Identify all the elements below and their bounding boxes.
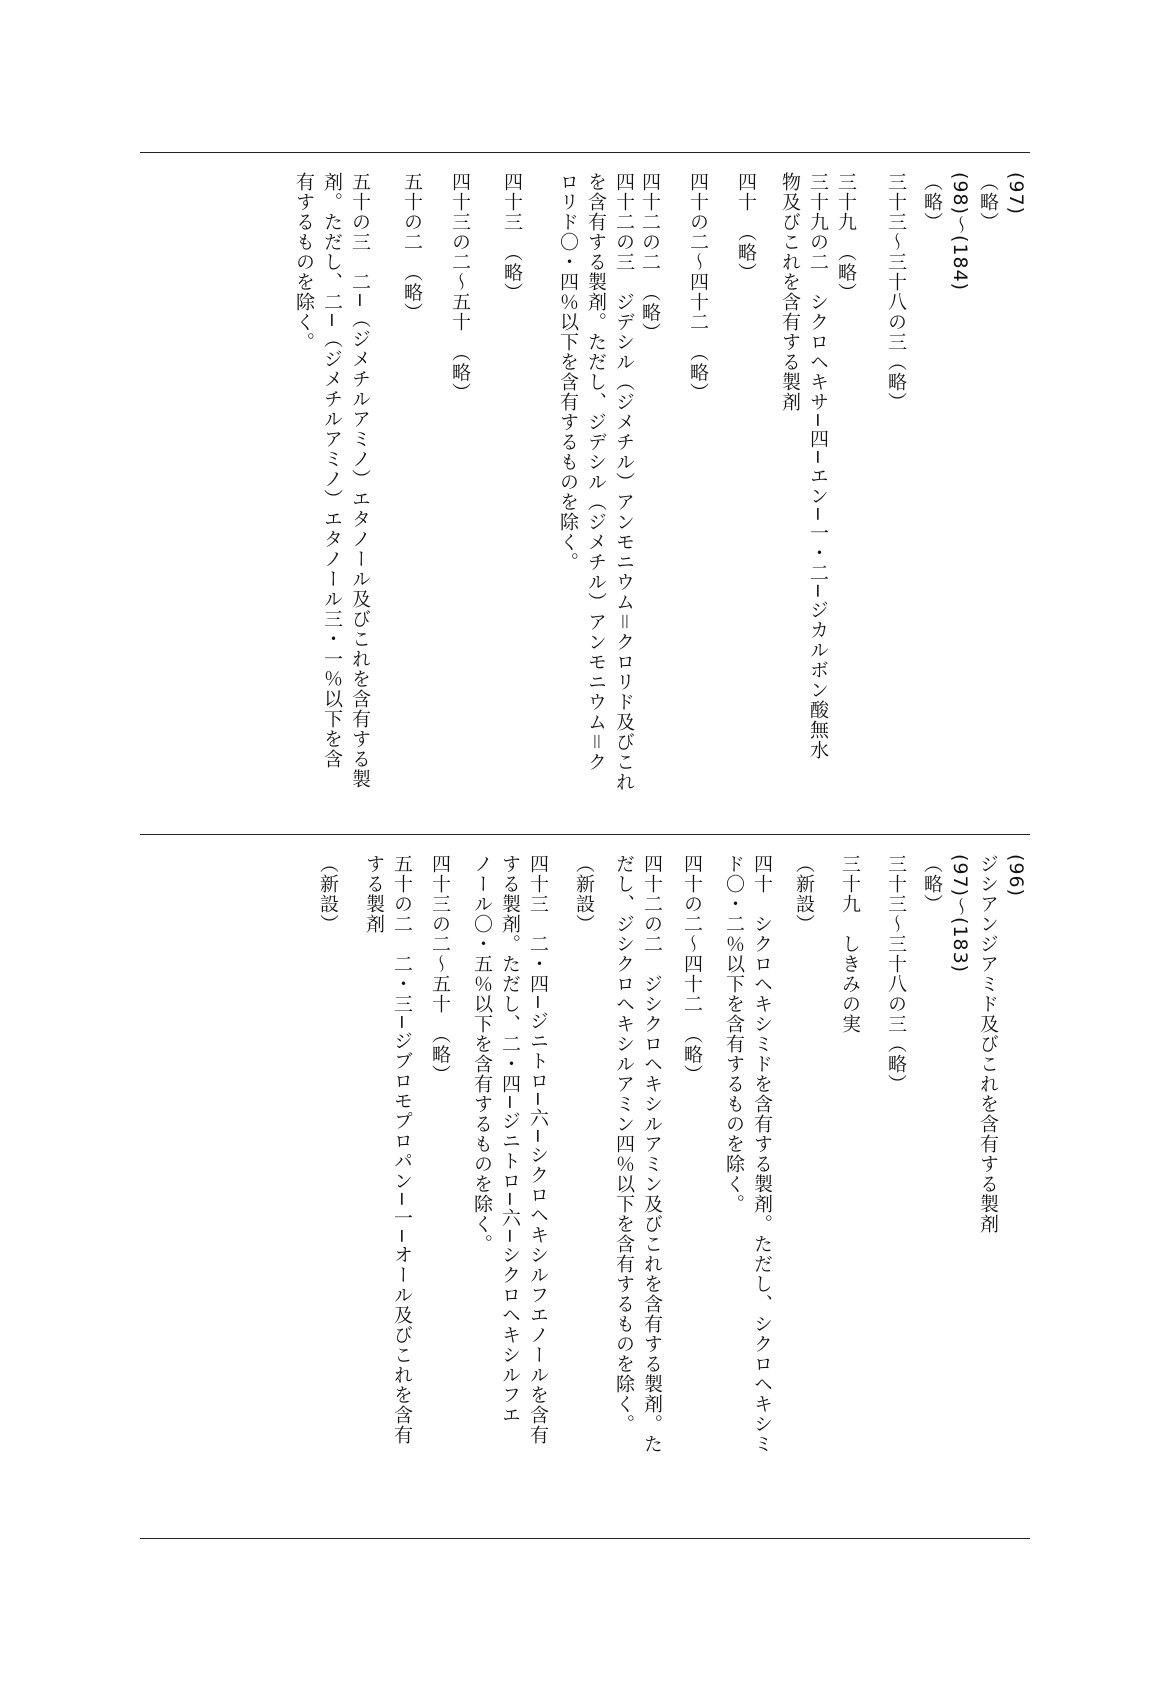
item-40-2-42-current	[678, 854, 706, 1085]
bottom-rule	[140, 1538, 1030, 1539]
item-43-2-50-current	[426, 854, 454, 1085]
text-line: （新設）	[573, 854, 595, 934]
text-line: ノール〇・五％以下を含有するものを除く。	[471, 854, 493, 1254]
text-line: 四十 シクロヘキシミドを含有する製剤。ただし、シクロヘキシミ	[751, 854, 773, 1454]
text-line: 四十の二〜四十二 （略）	[687, 172, 709, 403]
text-line: (96)	[1005, 854, 1027, 898]
item-43-2-50-revised	[446, 172, 474, 403]
text-line: 五十の三 二−（ジメチルアミノ）エタノール及びこれを含有する製	[349, 172, 371, 789]
new-provision-note	[314, 854, 342, 934]
text-line: 四十二の三 ジデシル（ジメチル）アンモニウム＝クロリド及びこれ	[613, 172, 635, 793]
text-line: 四十三の二〜五十 （略）	[449, 172, 471, 403]
text-line: ジシアンジアミド及びこれを含有する製剤	[977, 854, 999, 1234]
item-98-184-revised	[918, 172, 974, 291]
text-line: 四十三 二・四−ジニトロ−六−シクロヘキシルフエノールを含有	[527, 854, 549, 1445]
text-line: （新設）	[793, 854, 815, 934]
item-43-revised	[498, 172, 526, 303]
item-96-current	[974, 854, 1030, 1234]
item-50-2-revised	[398, 172, 426, 323]
current-text-section	[140, 834, 1030, 1538]
text-line: 四十 （略）	[735, 172, 757, 283]
item-33-38-3-revised	[882, 172, 910, 412]
text-line: 有するものを除く。	[293, 172, 315, 352]
text-line: （新設）	[317, 854, 339, 934]
text-line: （略）	[921, 172, 943, 232]
item-42-2-revised	[636, 172, 664, 343]
item-40-revised	[732, 172, 760, 283]
text-line: 三十九の二 シクロヘキサ−四−エン−一・二−ジカルボン酸無水	[807, 172, 829, 760]
text-line: 五十の二 二・三−ジブロモプロパン−一−オール及びこれを含有	[391, 854, 413, 1445]
item-39-current	[836, 854, 864, 1034]
text-line: 三十九 しきみの実	[839, 854, 861, 1034]
item-97-183-current	[918, 854, 974, 973]
text-line: する製剤。ただし、二・四−ジニトロ−六−シクロヘキシルフエ	[499, 854, 521, 1425]
text-line: 四十三 （略）	[501, 172, 523, 303]
text-line: 三十三〜三十八の三（略）	[885, 172, 907, 412]
text-line: 三十三〜三十八の三（略）	[885, 854, 907, 1094]
text-line: を含有する製剤。ただし、ジデシル（ジメチル）アンモニウム＝ク	[585, 172, 607, 773]
text-line: 四十二の二 ジシクロヘキシルアミン及びこれを含有する製剤。た	[641, 854, 663, 1454]
item-40-2-42-revised	[684, 172, 712, 403]
revised-text-section	[140, 152, 1030, 834]
item-97-revised	[974, 172, 1030, 232]
text-line: ロリド〇・四％以下を含有するものを除く。	[557, 172, 579, 572]
item-39-revised	[832, 172, 860, 303]
text-line: （略）	[921, 854, 943, 914]
item-50-2-current	[360, 854, 416, 1445]
item-33-38-3-current	[882, 854, 910, 1094]
item-42-3-revised	[554, 172, 638, 792]
item-42-2-current	[610, 854, 666, 1454]
text-line: （略）	[977, 172, 999, 232]
new-provision-note	[570, 854, 598, 934]
text-line: (97)〜(183)	[949, 854, 971, 974]
text-line: だし、ジシクロヘキシルアミン四％以下を含有するものを除く。	[613, 854, 635, 1434]
text-line: する製剤	[363, 854, 385, 934]
text-line: 四十の二〜四十二 （略）	[681, 854, 703, 1085]
new-provision-note	[790, 854, 818, 934]
text-line: 四十三の二〜五十 （略）	[429, 854, 451, 1085]
item-43-current	[468, 854, 552, 1445]
text-line: 四十二の二 （略）	[639, 172, 661, 343]
item-40-current	[720, 854, 776, 1454]
text-line: 物及びこれを含有する製剤	[779, 172, 801, 412]
item-50-3-revised	[290, 172, 374, 789]
item-39-2-revised	[776, 172, 832, 760]
text-line: 三十九 （略）	[835, 172, 857, 303]
text-line: ド〇・二％以下を含有するものを除く。	[723, 854, 745, 1214]
text-line: (97)	[1005, 172, 1027, 216]
text-line: 五十の二 （略）	[401, 172, 423, 323]
text-line: (98)〜(184)	[949, 172, 971, 292]
text-line: 剤。ただし、二−（ジメチルアミノ）エタノール三・一％以下を含	[321, 172, 343, 769]
